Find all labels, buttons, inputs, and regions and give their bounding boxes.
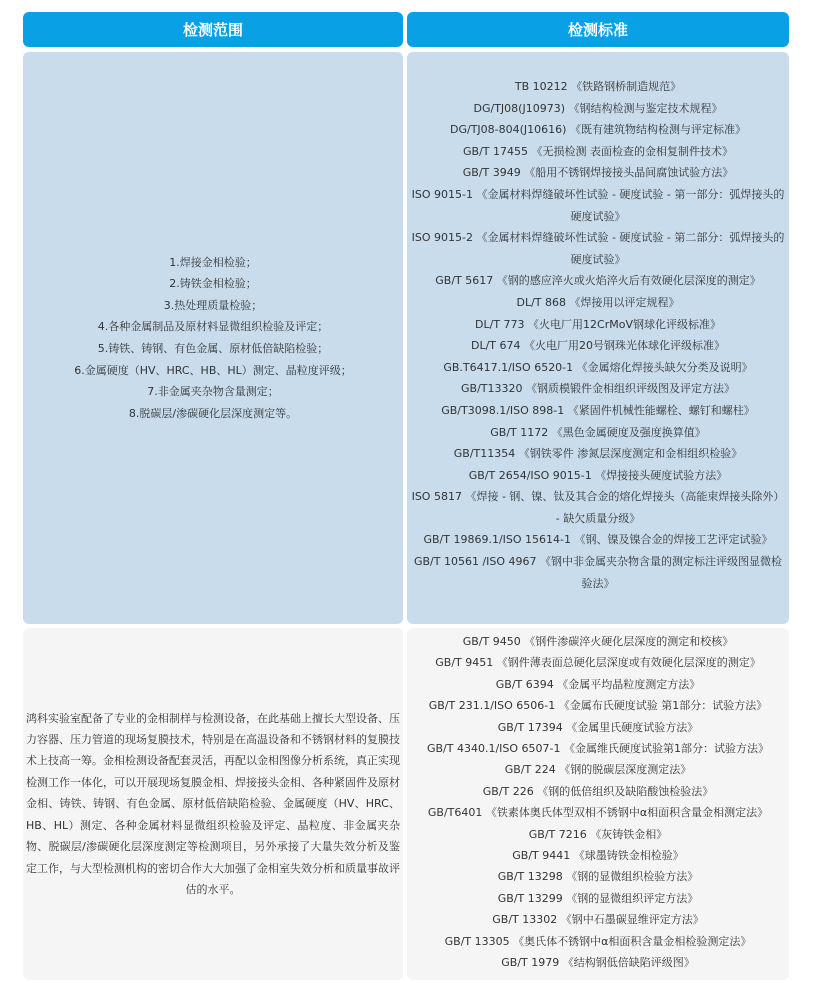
standard-item: GB/T 7216 《灰铸铁金相》	[528, 827, 668, 841]
scope-item: 6.金属硬度（HV、HRC、HB、HL）测定、晶粒度评级；	[74, 363, 352, 377]
standard-item: GB/T 231.1/ISO 6506-1 《金属布氏硬度试验 第1部分：试验方法》	[428, 699, 768, 713]
standard-item: GB/T 2654/ISO 9015-1 《焊接接头硬度试验方法》	[468, 468, 728, 482]
standard-item: GB/T13320 《钢质模锻件金相组织评级图及评定方法》	[461, 382, 735, 396]
standard-item: ISO 5817 《焊接 - 钢、镍、钛及其合金的熔化焊接头（高能束焊接头除外） - 缺欠质量分级》	[411, 490, 785, 525]
standard-item: GB/T 9441 《球墨铸铁金相检验》	[512, 849, 684, 863]
standard-item: GB/T3098.1/ISO 898-1 《紧固件机械性能螺栓、螺钉和螺柱》	[441, 403, 755, 417]
standard-item: GB/T 5617 《钢的感应淬火或火焰淬火后有效硬化层深度的测定》	[435, 274, 761, 288]
scope-item: 1.焊接金相检验；	[169, 255, 257, 269]
header-scope: 检测范围	[23, 12, 403, 47]
scope-item: 7.非金属夹杂物含量测定；	[147, 385, 279, 399]
lab-description: 鸿科实验室配备了专业的金相制样与检测设备，在此基础上擅长大型设备、压力容器、压力管道的现场复膜技术，特别是在高温设备和不锈钢材料的复膜技术上技高一筹。金相检测设备配套灵活，再配以金相图像分析系统，真正实现检测工作一体化，可以开展现场复膜金相、焊接接头金相、各种紧固件及原材金相、铸铁、铸钢、有色金属、原材低倍缺陷检验、金属硬度（HV、HRC、HB、HL）测定、各种金属材料显微组织检验及评定、晶粒度、非金属夹杂物、脱碳层/渗碳硬化层深度测定等检测项目，另外承接了大量失效分析及鉴定工作，与大型检测机构的密切合作大大加强了金相室失效分析和质量事故评估的水平。	[26, 711, 400, 896]
standard-item: GB/T 9451 《钢件薄表面总硬化层深度或有效硬化层深度的测定》	[435, 656, 761, 670]
standard-item: GB/T 3949 《船用不锈钢焊接接头晶间腐蚀试验方法》	[462, 166, 734, 180]
standard-item: GB/T 13302 《钢中石墨碳显维评定方法》	[492, 913, 704, 927]
standard-item: DL/T 773 《火电厂用12CrMoV钢球化评级标准》	[475, 317, 721, 331]
standard-item: GB/T 224 《钢的脱碳层深度测定法》	[504, 763, 692, 777]
standard-item: GB/T 13298 《钢的显微组织检验方法》	[497, 870, 699, 884]
scope-item: 2.铸铁金相检验；	[169, 277, 257, 291]
scope-item: 3.热处理质量检验；	[163, 298, 263, 312]
scope-cell	[23, 52, 403, 624]
scope-item: 5.铸铁、铸钢、有色金属、原材低倍缺陷检验；	[97, 342, 329, 355]
standard-item: GB/T 13305 《奥氏体不锈钢中α相面积含量金相检验测定法》	[444, 934, 752, 948]
scope-item: 8.脱碳层/渗碳硬化层深度测定等。	[128, 406, 298, 420]
standard-item: GB/T 17394 《金属里氏硬度试验方法》	[497, 720, 699, 734]
standard-item: GB/T 17455 《无损检测 表面检查的金相复制件技术》	[463, 144, 733, 158]
standard-item: GB/T 6394 《金属平均晶粒度测定方法》	[495, 677, 701, 691]
standard-item: GB/T6401 《铁素体奥氏体型双相不锈钢中α相面积含量金相测定法》	[427, 806, 769, 820]
header-standard: 检测标准	[407, 12, 789, 47]
description-cell	[23, 628, 403, 980]
standard-item: GB/T 9450 《钢件渗碳淬火硬化层深度的测定和校核》	[462, 635, 734, 648]
standards-cell-1	[407, 52, 789, 624]
standard-item: GB/T 19869.1/ISO 15614-1 《钢、镍及镍合金的焊接工艺评定试验》	[423, 533, 773, 547]
standard-item: GB/T 1172 《黑色金属硬度及强度换算值》	[490, 425, 706, 439]
standard-item: ISO 9015-2 《金属材料焊缝破坏性试验 - 硬度试验 - 第二部分：弧焊接头的硬度试验》	[411, 231, 785, 266]
standard-item: DG/TJ08-804(J10616) 《既有建筑物结构检测与评定标准》	[450, 123, 746, 137]
standard-item: DL/T 674 《火电厂用20号钢珠光体球化评级标准》	[470, 339, 725, 353]
standard-item: GB/T 13299 《钢的显微组织评定方法》	[497, 891, 699, 905]
standard-item: GB.T6417.1/ISO 6520-1 《金属熔化焊接头缺欠分类及说明》	[443, 360, 753, 374]
standard-item: GB/T11354 《钢铁零件 渗氮层深度测定和金相组织检验》	[453, 447, 743, 461]
standard-item: GB/T 10561 /ISO 4967 《钢中非金属夹杂物含量的测定标注评级图显微检验法》	[413, 555, 783, 590]
standard-item: DG/TJ08(J10973) 《钢结构检测与鉴定技术规程》	[473, 101, 723, 115]
standards-cell-2	[407, 628, 789, 980]
standard-item: TB 10212 《铁路钢桥制造规范》	[514, 80, 682, 93]
standard-item: GB/T 226 《钢的低倍组织及缺陷酸蚀检验法》	[482, 784, 714, 798]
standard-item: GB/T 1979 《结构钢低倍缺陷评级图》	[501, 956, 695, 970]
standard-item: DL/T 868 《焊接用以评定规程》	[516, 295, 680, 309]
standard-item: ISO 9015-1 《金属材料焊缝破坏性试验 - 硬度试验 - 第一部分：弧焊接头的硬度试验》	[411, 187, 785, 223]
scope-item: 4.各种金属制品及原材料显微组织检验及评定；	[97, 320, 329, 334]
standard-item: GB/T 4340.1/ISO 6507-1 《金属维氏硬度试验第1部分：试验方法》	[426, 742, 770, 756]
